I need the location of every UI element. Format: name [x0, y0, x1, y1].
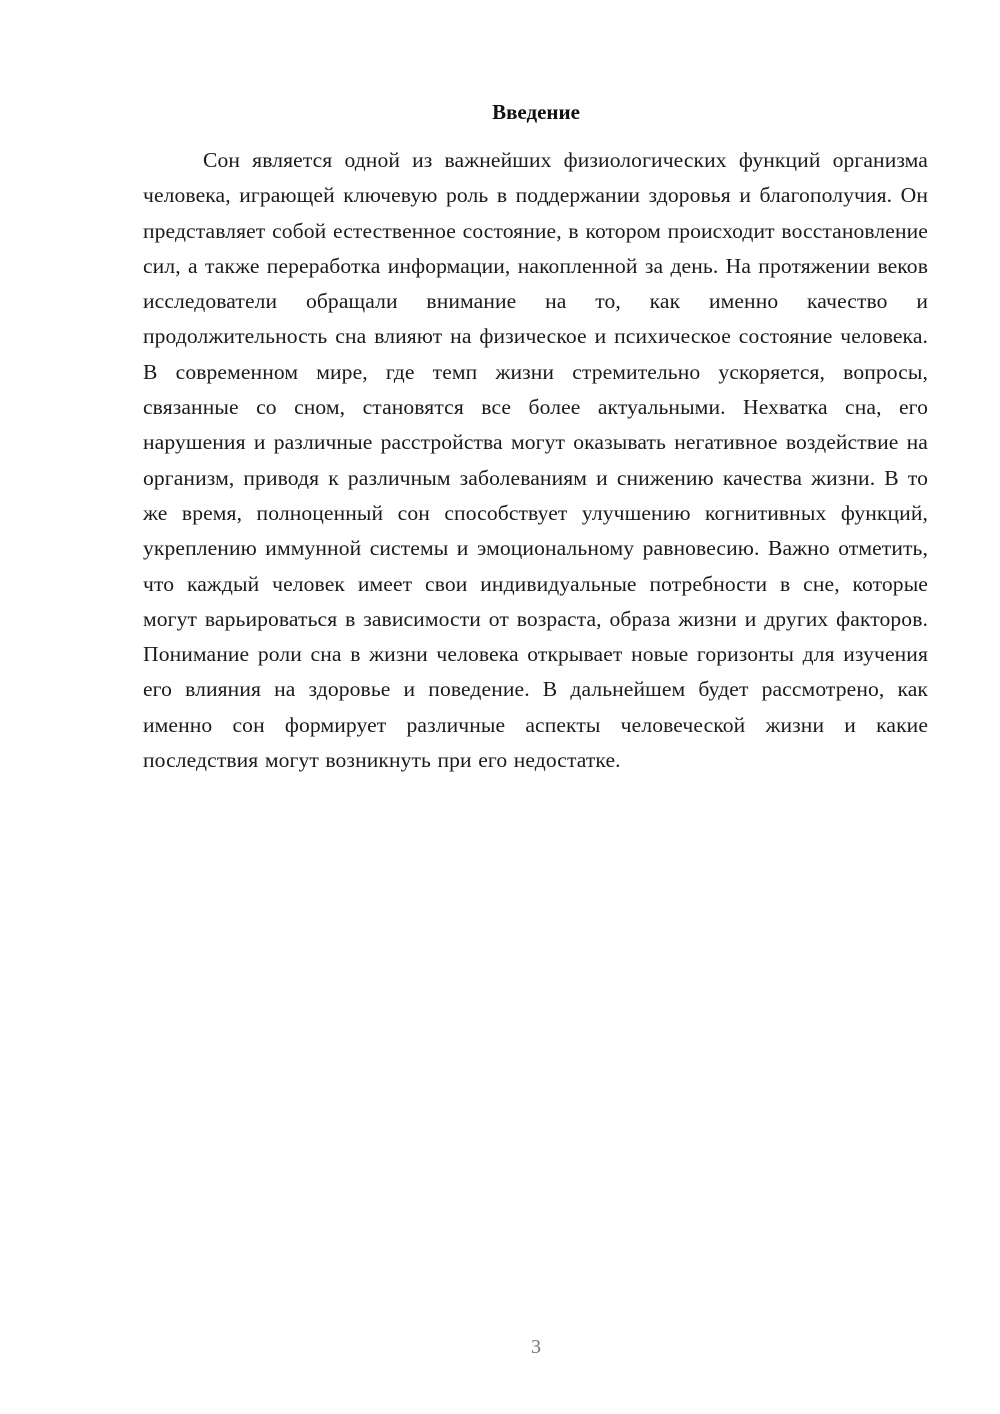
page-number: 3: [531, 1336, 541, 1358]
section-heading: Введение: [492, 100, 580, 124]
body-paragraph: Сон является одной из важнейших физиологических функций организма человека, играющей ключевую роль в поддержании здоровья и благополучия. Он представляет собой естественное состояние, в котором происходит восстановление сил, а также переработка информации, накопленной за день. На протяжении веков исследователи обращали внимание на то, как именно качество и продолжительность сна влияют на физическое и психическое состояние человека. В современном мире, где темп жизни стремительно ускоряется, вопросы, связанные со сном, становятся все более актуальными. Нехватка сна, его нарушения и различные расстройства могут оказывать негативное воздействие на организм, приводя к различным заболеваниям и снижению качества жизни. В то же время, полноценный сон способствует улучшению когнитивных функций, укреплению иммунной системы и эмоциональному равновесию. Важно отметить, что каждый человек имеет свои индивидуальные потребности в сне, которые могут варьироваться в зависимости от возраста, образа жизни и других факторов. Понимание роли сна в жизни человека открывает новые горизонты для изучения его влияния на здоровье и поведение. В дальнейшем будет рассмотрено, как именно сон формирует различные аспекты человеческой жизни и какие последствия могут возникнуть при его недостатке.: [143, 148, 928, 773]
